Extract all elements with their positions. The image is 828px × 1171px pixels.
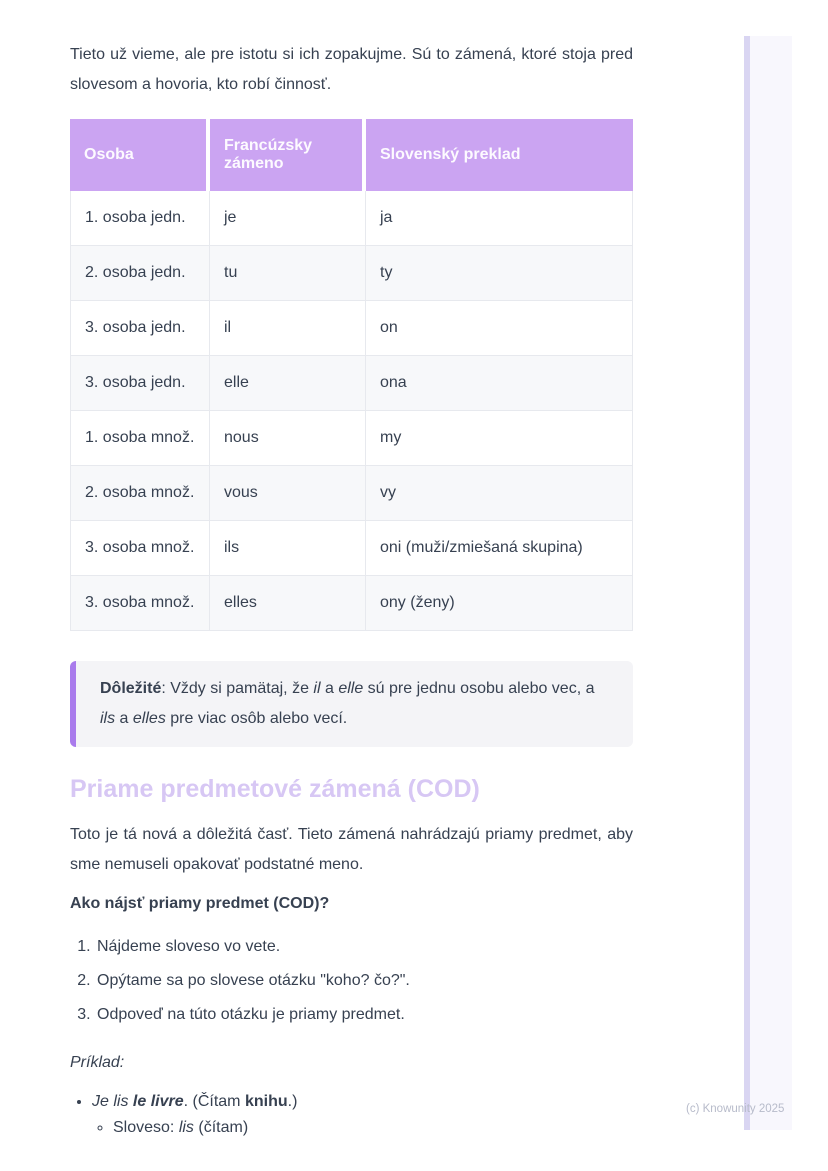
table-cell: je bbox=[210, 191, 366, 246]
table-cell: 3. osoba množ. bbox=[70, 576, 210, 631]
table-cell: elles bbox=[210, 576, 366, 631]
table-cell: 3. osoba jedn. bbox=[70, 356, 210, 411]
table-row bbox=[70, 246, 633, 301]
table-cell: vous bbox=[210, 466, 366, 521]
table-header-osoba: Osoba bbox=[70, 119, 210, 191]
table-cell: 2. osoba množ. bbox=[70, 466, 210, 521]
cod-steps-list bbox=[70, 934, 633, 1028]
table-cell: il bbox=[210, 301, 366, 356]
table-row bbox=[70, 356, 633, 411]
example-sentence: Je lis le livre. (Čítam knihu.) bbox=[92, 1093, 298, 1110]
table-cell: 3. osoba množ. bbox=[70, 521, 210, 576]
section-heading-cod: Priame predmetové zámená (COD) bbox=[70, 775, 480, 803]
table-cell: 2. osoba jedn. bbox=[70, 246, 210, 301]
cod-intro-paragraph: Toto je tá nová a dôležitá časť. Tieto zámená nahrádzajú priamy predmet, aby sme nemuseli opakovať podstatné meno. bbox=[70, 826, 633, 873]
example-label: Príklad: bbox=[70, 1054, 125, 1071]
table-cell: on bbox=[366, 301, 633, 356]
table-row bbox=[70, 521, 633, 576]
table-cell: ty bbox=[366, 246, 633, 301]
subject-pronouns-table bbox=[70, 119, 633, 631]
list-item bbox=[113, 1115, 633, 1141]
table-row bbox=[70, 191, 633, 246]
important-callout bbox=[70, 661, 633, 747]
page-edge-divider bbox=[744, 36, 750, 1130]
table-cell: ja bbox=[366, 191, 633, 246]
table-row bbox=[70, 411, 633, 466]
how-to-find-cod-heading: Ako nájsť priamy predmet (COD)? bbox=[70, 895, 330, 912]
table-row bbox=[70, 576, 633, 631]
table-header-slovensky-preklad: Slovenský preklad bbox=[366, 119, 633, 191]
table-cell: ona bbox=[366, 356, 633, 411]
table-cell: ony (ženy) bbox=[366, 576, 633, 631]
table-header-row bbox=[70, 119, 633, 191]
table-header-francuzsky-zameno: Francúzsky zámeno bbox=[210, 119, 366, 191]
table-cell: 1. osoba jedn. bbox=[70, 191, 210, 246]
table-cell: elle bbox=[210, 356, 366, 411]
table-cell: tu bbox=[210, 246, 366, 301]
intro-paragraph: Tieto už vieme, ale pre istotu si ich zopakujme. Sú to zámená, ktoré stoja pred slovesom a hovoria, kto robí činnosť. bbox=[70, 46, 633, 93]
important-callout-text: Dôležité: Vždy si pamätaj, že il a elle sú pre jednu osobu alebo vec, a ils a elles pre viac osôb alebo vecí. bbox=[100, 680, 595, 727]
table-cell: ils bbox=[210, 521, 366, 576]
page-edge-decoration bbox=[744, 36, 792, 1130]
table-cell: my bbox=[366, 411, 633, 466]
example-verb-note: Sloveso: lis (čítam) bbox=[113, 1119, 249, 1136]
example-bullet-list bbox=[70, 1089, 633, 1141]
table-cell: vy bbox=[366, 466, 633, 521]
list-item: 1. Nájdeme sloveso vo vete. bbox=[95, 934, 633, 960]
table-cell: 3. osoba jedn. bbox=[70, 301, 210, 356]
table-row bbox=[70, 466, 633, 521]
table-cell: oni (muži/zmiešaná skupina) bbox=[366, 521, 633, 576]
list-item: 2. Opýtame sa po slovese otázku "koho? čo?". bbox=[95, 968, 633, 994]
watermark: (c) Knowunity 2025 bbox=[686, 1103, 785, 1115]
example-sub-list bbox=[92, 1115, 633, 1141]
table-cell: nous bbox=[210, 411, 366, 466]
list-item bbox=[92, 1089, 633, 1141]
table-row bbox=[70, 301, 633, 356]
document-content bbox=[70, 0, 633, 1141]
table-cell: 1. osoba množ. bbox=[70, 411, 210, 466]
list-item: 3. Odpoveď na túto otázku je priamy predmet. bbox=[95, 1002, 633, 1028]
